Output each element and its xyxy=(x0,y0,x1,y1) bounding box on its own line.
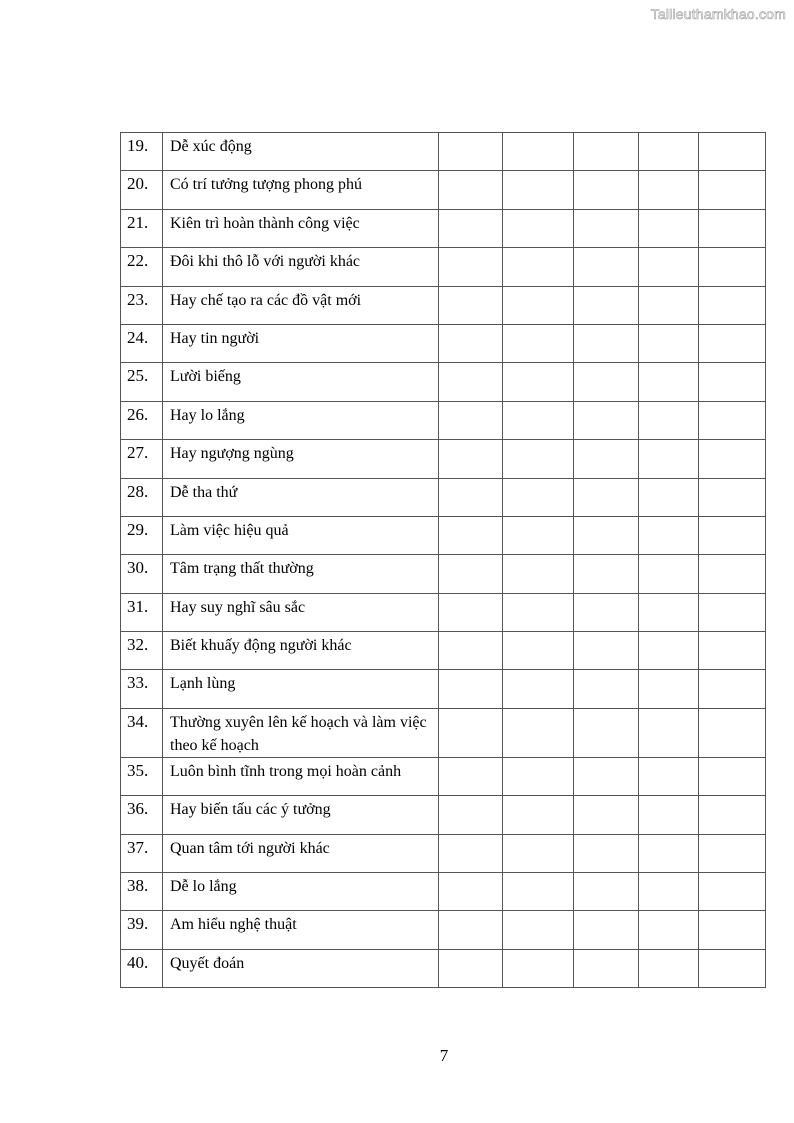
rating-cell-2[interactable] xyxy=(503,555,574,593)
table-row xyxy=(121,171,766,209)
item-number: 19. xyxy=(121,133,163,171)
rating-cell-4[interactable] xyxy=(639,911,699,949)
item-number: 33. xyxy=(121,670,163,708)
rating-cell-3[interactable] xyxy=(574,324,639,362)
rating-cell-5[interactable] xyxy=(699,757,766,795)
rating-cell-1[interactable] xyxy=(439,324,503,362)
rating-cell-4[interactable] xyxy=(639,478,699,516)
rating-cell-5[interactable] xyxy=(699,363,766,401)
table-row xyxy=(121,632,766,670)
table-row xyxy=(121,133,766,171)
rating-cell-5[interactable] xyxy=(699,440,766,478)
rating-cell-5[interactable] xyxy=(699,324,766,362)
rating-cell-1[interactable] xyxy=(439,286,503,324)
rating-cell-3[interactable] xyxy=(574,478,639,516)
rating-cell-3[interactable] xyxy=(574,873,639,911)
rating-cell-2[interactable] xyxy=(503,796,574,834)
rating-cell-3[interactable] xyxy=(574,209,639,247)
rating-cell-2[interactable] xyxy=(503,757,574,795)
rating-cell-5[interactable] xyxy=(699,248,766,286)
rating-cell-2[interactable] xyxy=(503,949,574,987)
watermark-text: Tailieuthamkhao.com xyxy=(650,6,786,22)
rating-cell-4[interactable] xyxy=(639,171,699,209)
rating-cell-1[interactable] xyxy=(439,171,503,209)
rating-cell-1[interactable] xyxy=(439,949,503,987)
rating-cell-2[interactable] xyxy=(503,478,574,516)
table-row xyxy=(121,670,766,708)
item-number: 31. xyxy=(121,593,163,631)
table-row xyxy=(121,796,766,834)
rating-cell-5[interactable] xyxy=(699,286,766,324)
item-number: 25. xyxy=(121,363,163,401)
item-statement: Luôn bình tĩnh trong mọi hoàn cảnh xyxy=(163,757,439,795)
item-statement: Am hiểu nghệ thuật xyxy=(163,911,439,949)
item-number: 21. xyxy=(121,209,163,247)
rating-cell-4[interactable] xyxy=(639,757,699,795)
rating-cell-3[interactable] xyxy=(574,593,639,631)
table-row xyxy=(121,949,766,987)
item-number: 32. xyxy=(121,632,163,670)
rating-cell-5[interactable] xyxy=(699,796,766,834)
rating-cell-4[interactable] xyxy=(639,555,699,593)
rating-cell-5[interactable] xyxy=(699,171,766,209)
rating-cell-4[interactable] xyxy=(639,873,699,911)
rating-cell-5[interactable] xyxy=(699,401,766,439)
rating-cell-5[interactable] xyxy=(699,949,766,987)
page-number: 7 xyxy=(439,1046,449,1065)
table-row xyxy=(121,593,766,631)
rating-cell-3[interactable] xyxy=(574,171,639,209)
rating-cell-2[interactable] xyxy=(503,248,574,286)
rating-cell-4[interactable] xyxy=(639,834,699,872)
rating-cell-4[interactable] xyxy=(639,286,699,324)
rating-cell-3[interactable] xyxy=(574,757,639,795)
questionnaire-table xyxy=(120,132,766,988)
item-statement: Hay chế tạo ra các đồ vật mới xyxy=(163,286,439,324)
rating-cell-4[interactable] xyxy=(639,796,699,834)
table-row xyxy=(121,555,766,593)
rating-cell-5[interactable] xyxy=(699,911,766,949)
rating-cell-4[interactable] xyxy=(639,949,699,987)
item-number: 38. xyxy=(121,873,163,911)
table-row xyxy=(121,440,766,478)
item-statement: Hay biến tấu các ý tưởng xyxy=(163,796,439,834)
rating-cell-3[interactable] xyxy=(574,516,639,554)
item-number: 35. xyxy=(121,757,163,795)
rating-cell-5[interactable] xyxy=(699,209,766,247)
item-statement: Quyết đoán xyxy=(163,949,439,987)
table-row xyxy=(121,757,766,795)
item-number: 37. xyxy=(121,834,163,872)
rating-cell-4[interactable] xyxy=(639,632,699,670)
rating-cell-5[interactable] xyxy=(699,555,766,593)
item-number: 39. xyxy=(121,911,163,949)
rating-cell-1[interactable] xyxy=(439,401,503,439)
rating-cell-1[interactable] xyxy=(439,478,503,516)
rating-cell-2[interactable] xyxy=(503,286,574,324)
item-statement: Hay ngượng ngùng xyxy=(163,440,439,478)
rating-cell-1[interactable] xyxy=(439,873,503,911)
item-statement: Hay suy nghĩ sâu sắc xyxy=(163,593,439,631)
rating-cell-2[interactable] xyxy=(503,440,574,478)
rating-cell-3[interactable] xyxy=(574,555,639,593)
rating-cell-3[interactable] xyxy=(574,440,639,478)
item-statement: Dễ xúc động xyxy=(163,133,439,171)
item-number: 22. xyxy=(121,248,163,286)
rating-cell-3[interactable] xyxy=(574,949,639,987)
rating-cell-4[interactable] xyxy=(639,133,699,171)
item-number: 28. xyxy=(121,478,163,516)
rating-cell-4[interactable] xyxy=(639,440,699,478)
table-row xyxy=(121,911,766,949)
rating-cell-3[interactable] xyxy=(574,670,639,708)
rating-cell-4[interactable] xyxy=(639,324,699,362)
rating-cell-2[interactable] xyxy=(503,911,574,949)
rating-cell-5[interactable] xyxy=(699,516,766,554)
rating-cell-4[interactable] xyxy=(639,670,699,708)
item-statement: Đôi khi thô lỗ với người khác xyxy=(163,248,439,286)
rating-cell-4[interactable] xyxy=(639,248,699,286)
rating-cell-1[interactable] xyxy=(439,834,503,872)
rating-cell-1[interactable] xyxy=(439,911,503,949)
item-statement: Có trí tưởng tượng phong phú xyxy=(163,171,439,209)
rating-cell-3[interactable] xyxy=(574,911,639,949)
rating-cell-1[interactable] xyxy=(439,209,503,247)
rating-cell-1[interactable] xyxy=(439,632,503,670)
rating-cell-2[interactable] xyxy=(503,401,574,439)
item-statement: Biết khuấy động người khác xyxy=(163,632,439,670)
item-number: 26. xyxy=(121,401,163,439)
rating-cell-3[interactable] xyxy=(574,401,639,439)
table-row xyxy=(121,516,766,554)
rating-cell-3[interactable] xyxy=(574,286,639,324)
item-statement: Thường xuyên lên kế hoạch và làm việc theo kế hoạch xyxy=(163,708,439,757)
rating-cell-2[interactable] xyxy=(503,873,574,911)
rating-cell-5[interactable] xyxy=(699,478,766,516)
rating-cell-1[interactable] xyxy=(439,440,503,478)
item-number: 20. xyxy=(121,171,163,209)
rating-cell-3[interactable] xyxy=(574,834,639,872)
item-number: 30. xyxy=(121,555,163,593)
rating-cell-2[interactable] xyxy=(503,670,574,708)
item-statement: Lười biếng xyxy=(163,363,439,401)
rating-cell-1[interactable] xyxy=(439,796,503,834)
rating-cell-2[interactable] xyxy=(503,171,574,209)
rating-cell-1[interactable] xyxy=(439,248,503,286)
rating-cell-3[interactable] xyxy=(574,796,639,834)
table-row xyxy=(121,478,766,516)
rating-cell-2[interactable] xyxy=(503,133,574,171)
rating-cell-5[interactable] xyxy=(699,708,766,757)
rating-cell-4[interactable] xyxy=(639,363,699,401)
rating-cell-2[interactable] xyxy=(503,834,574,872)
rating-cell-3[interactable] xyxy=(574,632,639,670)
rating-cell-5[interactable] xyxy=(699,873,766,911)
table-row xyxy=(121,324,766,362)
rating-cell-2[interactable] xyxy=(503,209,574,247)
item-number: 27. xyxy=(121,440,163,478)
rating-cell-1[interactable] xyxy=(439,593,503,631)
rating-cell-1[interactable] xyxy=(439,670,503,708)
rating-cell-2[interactable] xyxy=(503,516,574,554)
table-row xyxy=(121,286,766,324)
item-number: 23. xyxy=(121,286,163,324)
rating-cell-1[interactable] xyxy=(439,555,503,593)
table-row xyxy=(121,363,766,401)
item-statement: Hay tin người xyxy=(163,324,439,362)
rating-cell-2[interactable] xyxy=(503,324,574,362)
rating-cell-4[interactable] xyxy=(639,708,699,757)
item-number: 24. xyxy=(121,324,163,362)
item-statement: Tâm trạng thất thường xyxy=(163,555,439,593)
rating-cell-3[interactable] xyxy=(574,363,639,401)
rating-cell-2[interactable] xyxy=(503,708,574,757)
rating-cell-5[interactable] xyxy=(699,632,766,670)
rating-cell-4[interactable] xyxy=(639,401,699,439)
item-statement: Dễ lo lắng xyxy=(163,873,439,911)
item-number: 34. xyxy=(121,708,163,757)
item-number: 40. xyxy=(121,949,163,987)
rating-cell-1[interactable] xyxy=(439,708,503,757)
item-number: 29. xyxy=(121,516,163,554)
item-statement: Quan tâm tới người khác xyxy=(163,834,439,872)
rating-cell-4[interactable] xyxy=(639,516,699,554)
table-row xyxy=(121,834,766,872)
rating-cell-1[interactable] xyxy=(439,757,503,795)
item-statement: Làm việc hiệu quả xyxy=(163,516,439,554)
rating-cell-2[interactable] xyxy=(503,632,574,670)
rating-cell-5[interactable] xyxy=(699,834,766,872)
questionnaire-rows xyxy=(121,133,766,988)
item-statement: Dễ tha thứ xyxy=(163,478,439,516)
item-statement: Lạnh lùng xyxy=(163,670,439,708)
rating-cell-5[interactable] xyxy=(699,133,766,171)
item-statement: Kiên trì hoàn thành công việc xyxy=(163,209,439,247)
rating-cell-3[interactable] xyxy=(574,708,639,757)
item-number: 36. xyxy=(121,796,163,834)
rating-cell-4[interactable] xyxy=(639,593,699,631)
rating-cell-3[interactable] xyxy=(574,248,639,286)
table-row xyxy=(121,873,766,911)
rating-cell-1[interactable] xyxy=(439,133,503,171)
rating-cell-2[interactable] xyxy=(503,593,574,631)
rating-cell-2[interactable] xyxy=(503,363,574,401)
rating-cell-1[interactable] xyxy=(439,363,503,401)
table-row xyxy=(121,708,766,757)
table-row xyxy=(121,401,766,439)
rating-cell-3[interactable] xyxy=(574,133,639,171)
item-statement: Hay lo lắng xyxy=(163,401,439,439)
rating-cell-4[interactable] xyxy=(639,209,699,247)
rating-cell-5[interactable] xyxy=(699,593,766,631)
rating-cell-5[interactable] xyxy=(699,670,766,708)
table-row xyxy=(121,209,766,247)
table-row xyxy=(121,248,766,286)
rating-cell-1[interactable] xyxy=(439,516,503,554)
